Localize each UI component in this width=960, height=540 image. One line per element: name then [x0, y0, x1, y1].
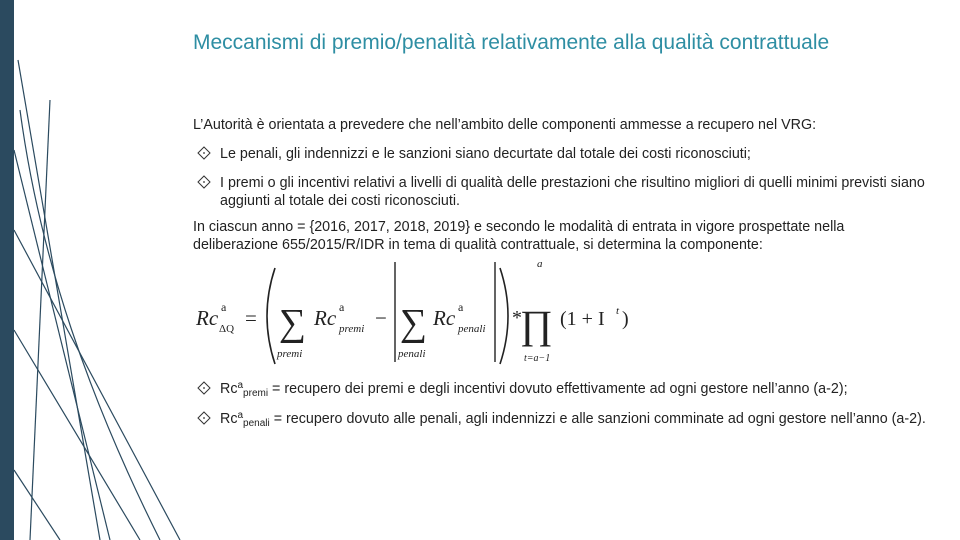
bullet-text: Le penali, gli indennizzi e le sanzioni siano decurtate dal totale dei costi riconosciuti; [220, 146, 751, 162]
formula-lhs: Rc [196, 306, 219, 330]
intro-text: L’Autorità è orientata a prevedere che nell’ambito delle componenti ammesse a recupero nel VRG: [193, 117, 817, 133]
def-symbol: Rc [220, 381, 238, 397]
bullet-item [193, 174, 928, 210]
slide-content [193, 116, 928, 430]
formula-times: * [512, 307, 522, 329]
def-sup: a [237, 410, 244, 421]
def-sub: penali [243, 418, 270, 429]
diamond-outline-icon [197, 381, 211, 395]
sum1-index: premi [277, 348, 303, 360]
slide-title: Meccanismi di premio/penalità relativamente alla qualità contrattuale [193, 31, 830, 54]
prod-symbol: ∏ [520, 302, 553, 347]
def-sup: a [237, 380, 244, 391]
formula-equals: = [245, 306, 257, 330]
definition-item [193, 380, 928, 400]
def-text: = recupero dei premi e degli incentivi dovuto effettivamente ad ogni gestore nell’anno (a-2); [268, 381, 848, 397]
bullet-text: I premi o gli incentivi relativi a livelli di qualità delle prestazioni che risultino migliori di quelli minimi previsti siano aggiunti al totale dei costi riconosciuti. [220, 175, 925, 209]
prod-upper: a [537, 258, 543, 270]
bullet-item [193, 145, 928, 163]
sum2-sup: a [458, 300, 464, 314]
formula [193, 258, 928, 370]
formula-minus: − [375, 306, 387, 330]
diamond-outline-icon [197, 146, 211, 160]
diamond-outline-icon [197, 175, 211, 189]
definition-item [193, 410, 928, 430]
formula-lhs-sub: ΔQ [219, 323, 235, 335]
def-text: = recupero dovuto alle penali, agli indennizzi e alle sanzioni comminate ad ogni gestore nell’anno (a-2). [269, 411, 926, 427]
formula-lhs-sup: a [221, 300, 227, 314]
formula-graphic [193, 258, 673, 370]
def-sub: premi [243, 388, 269, 399]
sum-symbol-2: ∑ [400, 302, 428, 344]
prod-lower: t=a−1 [524, 353, 551, 364]
decorative-lines [0, 0, 200, 540]
sum1-var: Rc [314, 306, 337, 330]
sum-symbol-1: ∑ [279, 302, 307, 344]
prod-term: (1 + I [560, 308, 605, 330]
sum1-sub: premi [339, 323, 365, 335]
sum2-sub: penali [458, 323, 486, 335]
prod-term-close: ) [622, 308, 629, 330]
diamond-outline-icon [197, 411, 211, 425]
sum2-index: penali [398, 348, 426, 360]
sum2-var: Rc [433, 306, 456, 330]
prod-term-sup: t [616, 305, 620, 317]
sum1-sup: a [339, 300, 345, 314]
definitions-list [193, 380, 928, 430]
paragraph-text: In ciascun anno = {2016, 2017, 2018, 2019} e secondo le modalità di entrata in vigore prospettate nella deliberazione 655/2015/R/IDR in tema di qualità contrattuale, si determina la componente: [193, 219, 845, 253]
def-symbol: Rc [220, 411, 238, 427]
